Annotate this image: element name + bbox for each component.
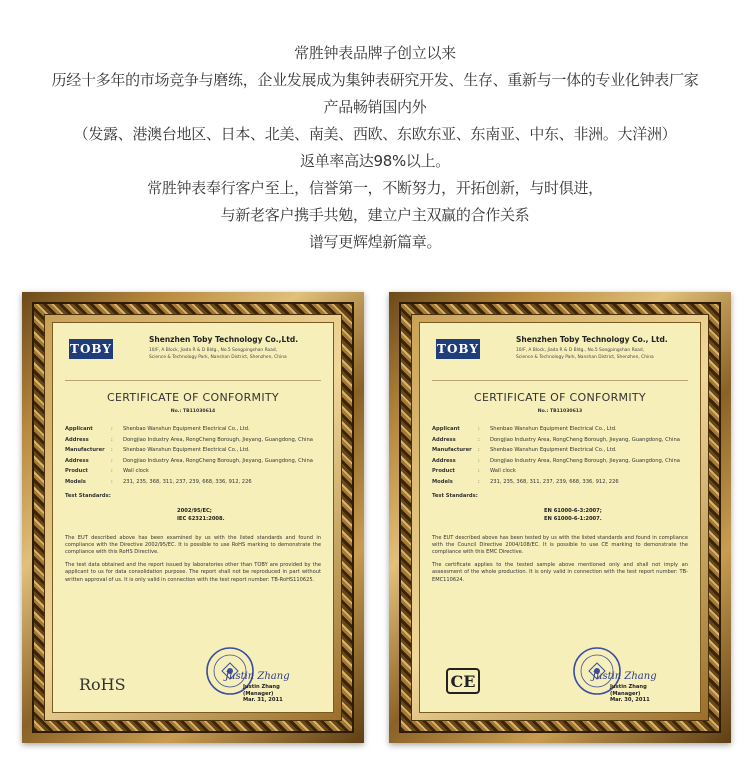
test-standards-list — [544, 507, 688, 523]
intro-line: 历经十多年的市场竞争与磨练，企业发展成为集钟表研究开发、生存、重新与一体的专业化钟表厂家 — [51, 71, 699, 89]
field-label: Manufacturer — [65, 447, 105, 454]
certificate-number: No.: TB11030613 — [537, 409, 583, 414]
field-label: Manufacturer — [432, 447, 472, 454]
validity-statement: The test data obtained and the report issued by laboratories other than TOBY are provided by the applicant to us for data consolidation purpose. The report shall not be reproduced in part without written approval of us. It is only valid in connection with the test report number: TB-RoHS110625. — [65, 562, 321, 583]
signer-name: Justin Zhang — [610, 684, 647, 691]
field-colon: : — [478, 468, 480, 475]
standard-item: IEC 62321:2008. — [177, 515, 225, 522]
intro-line: 常胜钟表奉行客户至上，信誉第一，不断努力，开拓创新，与时俱进， — [147, 179, 603, 197]
field-value: Shenbao Wanshun Equipment Electrical Co., Ltd. — [490, 447, 617, 454]
certificate-frame-ce — [389, 292, 731, 743]
field-value: Shenbao Wanshun Equipment Electrical Co., Ltd. — [123, 447, 250, 454]
signer-role: (Manager) — [243, 690, 274, 697]
certificate-date: Mar. 31, 2011 — [243, 697, 283, 704]
field-colon: : — [478, 436, 480, 443]
signer-name: Justin Zhang — [243, 684, 280, 691]
field-label: Product — [65, 468, 88, 475]
standard-item: EN 61000-6-3:2007; — [544, 507, 602, 514]
address-line: 10/F, A Block, Jiada R & D Bldg., No.5 Songpingshan Road, — [516, 348, 645, 353]
signer-role: (Manager) — [610, 690, 641, 697]
signer-block — [610, 684, 650, 704]
rohs-mark: RoHS — [79, 675, 126, 694]
certificate-fields — [65, 426, 321, 487]
field-colon: : — [478, 447, 480, 454]
field-label: Product — [432, 468, 455, 475]
field-value: Wall clock — [123, 468, 149, 475]
conformity-statement: The EUT described above has been tested by us with the listed standards and found in compliance with the Council Directive 2004/108/EC. It is possible to use CE marking to demonstrate the compliance with this EMC Directive. — [432, 534, 688, 555]
toby-logo: TOBY — [436, 339, 480, 359]
field-label: Applicant — [432, 426, 460, 432]
field-label: Address — [65, 457, 89, 464]
certificate-frame-rohs — [22, 292, 364, 743]
intro-line: 谱写更辉煌新篇章。 — [308, 233, 442, 251]
company-address — [516, 347, 654, 361]
field-colon: : — [478, 478, 480, 485]
field-value: 231, 235, 368, 311, 237, 239, 668, 336, 912, 226 — [123, 478, 252, 485]
field-value: Wall clock — [490, 468, 516, 475]
certificate-date: Mar. 30, 2011 — [610, 697, 650, 704]
toby-logo: TOBY — [69, 339, 113, 359]
certificate-fields — [432, 426, 688, 487]
validity-statement: The certificate applies to the tested sample above mentioned only and shall not imply an assessment of the whole production. It is only valid in connection with the test report number: TB-EMC110624. — [432, 562, 688, 583]
field-manufacturer — [65, 447, 321, 455]
field-colon: : — [478, 426, 480, 432]
intro-line: 与新老客户携手共勉，建立户主双赢的合作关系 — [220, 206, 530, 224]
field-value: Dongjiao Industry Area, RongCheng Borough, Jieyang, Guangdong, China — [490, 457, 680, 464]
intro-text-block — [0, 40, 750, 256]
company-address — [149, 347, 287, 361]
address-line: Science & Technology Park, Nanshan District, Shenzhen, China — [516, 355, 654, 360]
field-value: Dongjiao Industry Area, RongCheng Borough, Jieyang, Guangdong, China — [490, 436, 680, 443]
field-label: Applicant — [65, 426, 93, 432]
address-line: 10/F, A Block, Jiada R & D Bldg., No.5 Songpingshan Road, — [149, 348, 278, 353]
field-models — [432, 479, 688, 487]
certificate-footer — [65, 648, 321, 704]
field-value: 231, 235, 368, 311, 237, 239, 668, 336, 912, 226 — [490, 478, 619, 485]
field-manufacturer-address — [65, 458, 321, 466]
test-standards-list — [177, 507, 321, 523]
field-value: Dongjiao Industry Area, RongCheng Borough, Jieyang, Guangdong, China — [123, 436, 313, 443]
company-name: Shenzhen Toby Technology Co.,Ltd. — [149, 335, 299, 344]
standard-item: 2002/95/EC; — [177, 507, 212, 514]
field-colon: : — [111, 447, 113, 454]
test-standards-label: Test Standards: — [432, 492, 478, 499]
field-label: Models — [65, 478, 86, 485]
field-product — [432, 468, 688, 476]
signature: Justin Zhang — [592, 671, 657, 682]
field-colon: : — [111, 478, 113, 485]
certificate-footer — [432, 648, 688, 704]
field-colon: : — [111, 468, 113, 475]
field-label: Address — [65, 436, 89, 443]
certificate-header — [65, 333, 321, 381]
intro-line: （发露、港澳台地区、日本、北美、南美、西欧、东欧东亚、东南亚、中东、非洲。大洋洲） — [73, 125, 677, 143]
certificate-title: CERTIFICATE OF CONFORMITY — [107, 391, 279, 404]
certificate-header — [432, 333, 688, 381]
signature: Justin Zhang — [225, 671, 290, 682]
certificate-title: CERTIFICATE OF CONFORMITY — [474, 391, 646, 404]
field-colon: : — [111, 426, 113, 432]
field-product — [65, 468, 321, 476]
field-applicant — [432, 426, 688, 434]
field-applicant-address — [65, 437, 321, 445]
certificate-number: No.: TB11030614 — [170, 409, 216, 414]
field-applicant — [65, 426, 321, 434]
intro-line: 常胜钟表品牌子创立以来 — [294, 44, 456, 62]
field-manufacturer — [432, 447, 688, 455]
intro-line: 返单率高达98%以上。 — [299, 152, 451, 170]
field-value: Shenbao Wanshun Equipment Electrical Co., Ltd. — [490, 426, 617, 432]
field-colon: : — [111, 457, 113, 464]
field-colon: : — [478, 457, 480, 464]
field-label: Models — [432, 478, 453, 485]
standard-item: EN 61000-6-1:2007. — [544, 515, 602, 522]
test-standards-label: Test Standards: — [65, 492, 111, 499]
company-name: Shenzhen Toby Technology Co., Ltd. — [516, 335, 668, 344]
field-label: Address — [432, 436, 456, 443]
field-manufacturer-address — [432, 458, 688, 466]
conformity-statement: The EUT described above has been examined by us with the listed standards and found in compliance with the Directive 2002/95/EC. It is possible to use RoHS marking to demonstrate the compliance with this RoHS Directive. — [65, 534, 321, 555]
address-line: Science & Technology Park, Nanshan District, Shenzhen, China — [149, 355, 287, 360]
field-applicant-address — [432, 437, 688, 445]
signer-block — [243, 684, 283, 704]
intro-line: 产品畅销国内外 — [323, 98, 427, 116]
field-models — [65, 479, 321, 487]
field-colon: : — [111, 436, 113, 443]
field-label: Address — [432, 457, 456, 464]
field-value: Dongjiao Industry Area, RongCheng Borough, Jieyang, Guangdong, China — [123, 457, 313, 464]
certificate-paper — [419, 322, 701, 713]
certificate-paper — [52, 322, 334, 713]
field-value: Shenbao Wanshun Equipment Electrical Co., Ltd. — [123, 426, 250, 432]
ce-mark: CE — [446, 668, 480, 694]
